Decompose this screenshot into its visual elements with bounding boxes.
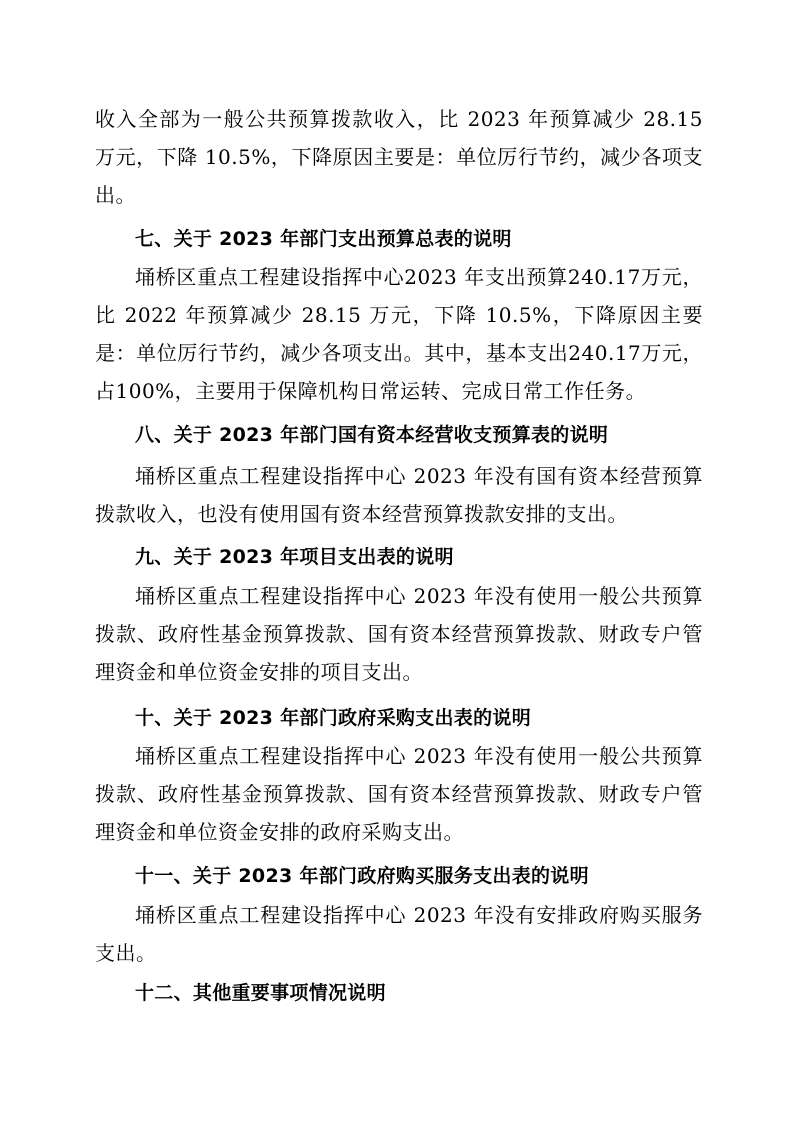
paragraph-project-expenditure: 埇桥区重点工程建设指挥中心 2023 年没有使用一般公共预算拨款、政府性基金预算拨款、国有资本经营预算拨款、财政专户管理资金和单位资金安排的项目支出。	[95, 584, 703, 684]
paragraph-purchase-services: 埇桥区重点工程建设指挥中心 2023 年没有安排政府购买服务支出。	[95, 903, 703, 965]
heading-section-8: 八、关于 2023 年部门国有资本经营收支预算表的说明	[135, 424, 609, 446]
paragraph-income-summary: 收入全部为一般公共预算拨款收入，比 2023 年预算减少 28.15 万元，下降 10.5%，下降原因主要是：单位厉行节约，减少各项支出。	[95, 107, 703, 207]
paragraph-government-procurement: 埇桥区重点工程建设指挥中心 2023 年没有使用一般公共预算拨款、政府性基金预算拨款、国有资本经营预算拨款、财政专户管理资金和单位资金安排的政府采购支出。	[95, 744, 703, 844]
heading-section-10: 十、关于 2023 年部门政府采购支出表的说明	[135, 707, 532, 729]
paragraph-state-capital: 埇桥区重点工程建设指挥中心 2023 年没有国有资本经营预算拨款收入，也没有使用国有资本经营预算拨款安排的支出。	[95, 464, 703, 526]
paragraph-expenditure-total: 埇桥区重点工程建设指挥中心2023 年支出预算240.17万元，比 2022 年预算减少 28.15 万元，下降 10.5%，下降原因主要是：单位厉行节约，减少各项支出。其中，基本支出240.17万元，占100%，主要用于保障机构日常运转、完成日常工作任务。	[95, 265, 703, 403]
heading-section-11: 十一、关于 2023 年部门政府购买服务支出表的说明	[135, 865, 589, 887]
heading-section-12: 十二、其他重要事项情况说明	[135, 982, 386, 1004]
heading-section-7: 七、关于 2023 年部门支出预算总表的说明	[135, 228, 512, 250]
heading-section-9: 九、关于 2023 年项目支出表的说明	[135, 546, 454, 568]
